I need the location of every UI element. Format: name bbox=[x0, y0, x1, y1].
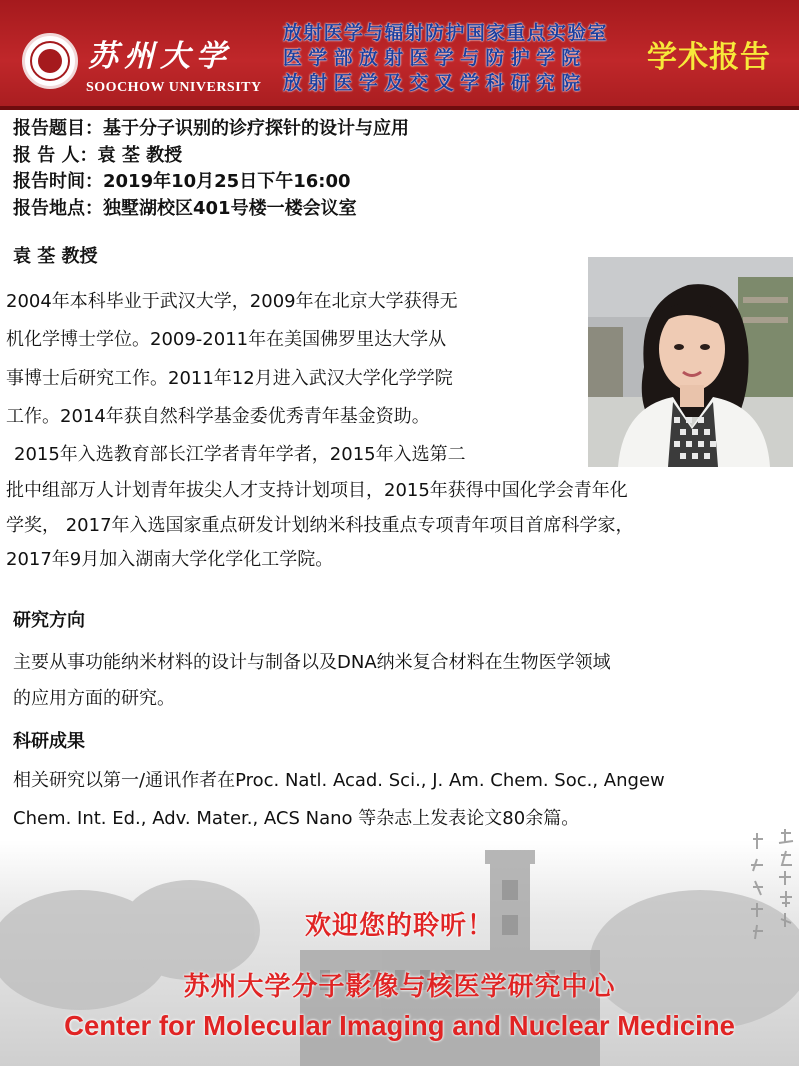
bio-line: 批中组部万人计划青年拔尖人才支持计划项目，2015年获得中国化学会青年化 bbox=[6, 480, 628, 501]
topic-row bbox=[13, 116, 783, 143]
calligraphy-inscription bbox=[735, 825, 799, 965]
bio-line: 工作。2014年获自然科学基金委优秀青年基金资助。 bbox=[6, 405, 430, 427]
research-line: 的应用方面的研究。 bbox=[13, 688, 175, 709]
results-heading: 科研成果 bbox=[13, 731, 85, 752]
university-name-calligraphy: 苏州大学 bbox=[88, 39, 232, 74]
results-paragraph bbox=[13, 762, 798, 838]
lab-name-1: 放射医学与辐射防护国家重点实验室 bbox=[283, 22, 608, 44]
time-value: 2019年10月25日下午16:00 bbox=[103, 171, 351, 192]
bio-line: 2015年入选教育部长江学者青年学者，2015年入选第二 bbox=[14, 444, 466, 466]
place-value: 独墅湖校区401号楼一楼会议室 bbox=[103, 197, 357, 219]
seal-core bbox=[38, 49, 62, 73]
topic-value: 基于分子识别的诊疗探针的设计与应用 bbox=[103, 118, 409, 139]
report-info bbox=[13, 116, 783, 222]
bio-line: 机化学博士学位。2009-2011年在美国佛罗里达大学从 bbox=[6, 329, 447, 351]
bio-line: 学奖， 2017年入选国家重点研发计划纳米科技重点专项青年项目首席科学家， bbox=[6, 514, 634, 536]
bio-line: 2017年9月加入湖南大学化学化工学院。 bbox=[6, 549, 334, 570]
time-label: 报告时间： bbox=[13, 171, 103, 192]
university-name-english: SOOCHOW UNIVERSITY bbox=[86, 80, 262, 95]
research-line: 主要从事功能纳米材料的设计与制备以及DNA纳米复合材料在生物医学领域 bbox=[13, 652, 611, 673]
university-seal-logo bbox=[22, 33, 78, 89]
lab-name-2: 医学部放射医学与防护学院 bbox=[283, 47, 587, 69]
center-name-english: Center for Molecular Imaging and Nuclear Medicine bbox=[64, 1010, 735, 1041]
time-row bbox=[13, 169, 783, 196]
bio-line: 事博士后研究工作。2011年12月进入武汉大学化学学院 bbox=[6, 367, 453, 389]
place-row bbox=[13, 196, 783, 223]
header-banner bbox=[0, 0, 799, 110]
speaker-photo bbox=[588, 257, 793, 467]
results-line: 相关研究以第一/通讯作者在Proc. Natl. Acad. Sci., J. Am. Chem. Soc., Angew bbox=[13, 770, 665, 791]
topic-label: 报告题目： bbox=[13, 118, 103, 139]
academic-report-title: 学术报告 bbox=[647, 40, 771, 75]
calligraphy-brush-strokes bbox=[735, 825, 799, 965]
research-paragraph bbox=[13, 645, 798, 717]
bio-heading: 袁 荃 教授 bbox=[13, 246, 98, 267]
results-line: Chem. Int. Ed., Adv. Mater., ACS Nano 等杂志上发表论文80余篇。 bbox=[13, 808, 580, 829]
research-heading: 研究方向 bbox=[13, 610, 85, 631]
lab-names bbox=[283, 21, 643, 96]
bio-paragraph-narrow bbox=[6, 283, 576, 474]
bio-line: 2004年本科毕业于武汉大学，2009年在北京大学获得无 bbox=[6, 291, 458, 312]
speaker-row bbox=[13, 143, 783, 170]
place-label: 报告地点： bbox=[13, 197, 103, 219]
bio-paragraph-wide bbox=[6, 474, 791, 578]
lab-name-3: 放射医学及交叉学科研究院 bbox=[283, 72, 587, 94]
speaker-portrait-illustration bbox=[588, 257, 793, 467]
speaker-value: 袁 荃 教授 bbox=[97, 144, 183, 166]
welcome-text: 欢迎您的聆听！ bbox=[304, 911, 494, 941]
center-name-chinese: 苏州大学分子影像与核医学研究中心 bbox=[183, 972, 616, 1002]
speaker-label: 报 告 人： bbox=[13, 144, 98, 166]
